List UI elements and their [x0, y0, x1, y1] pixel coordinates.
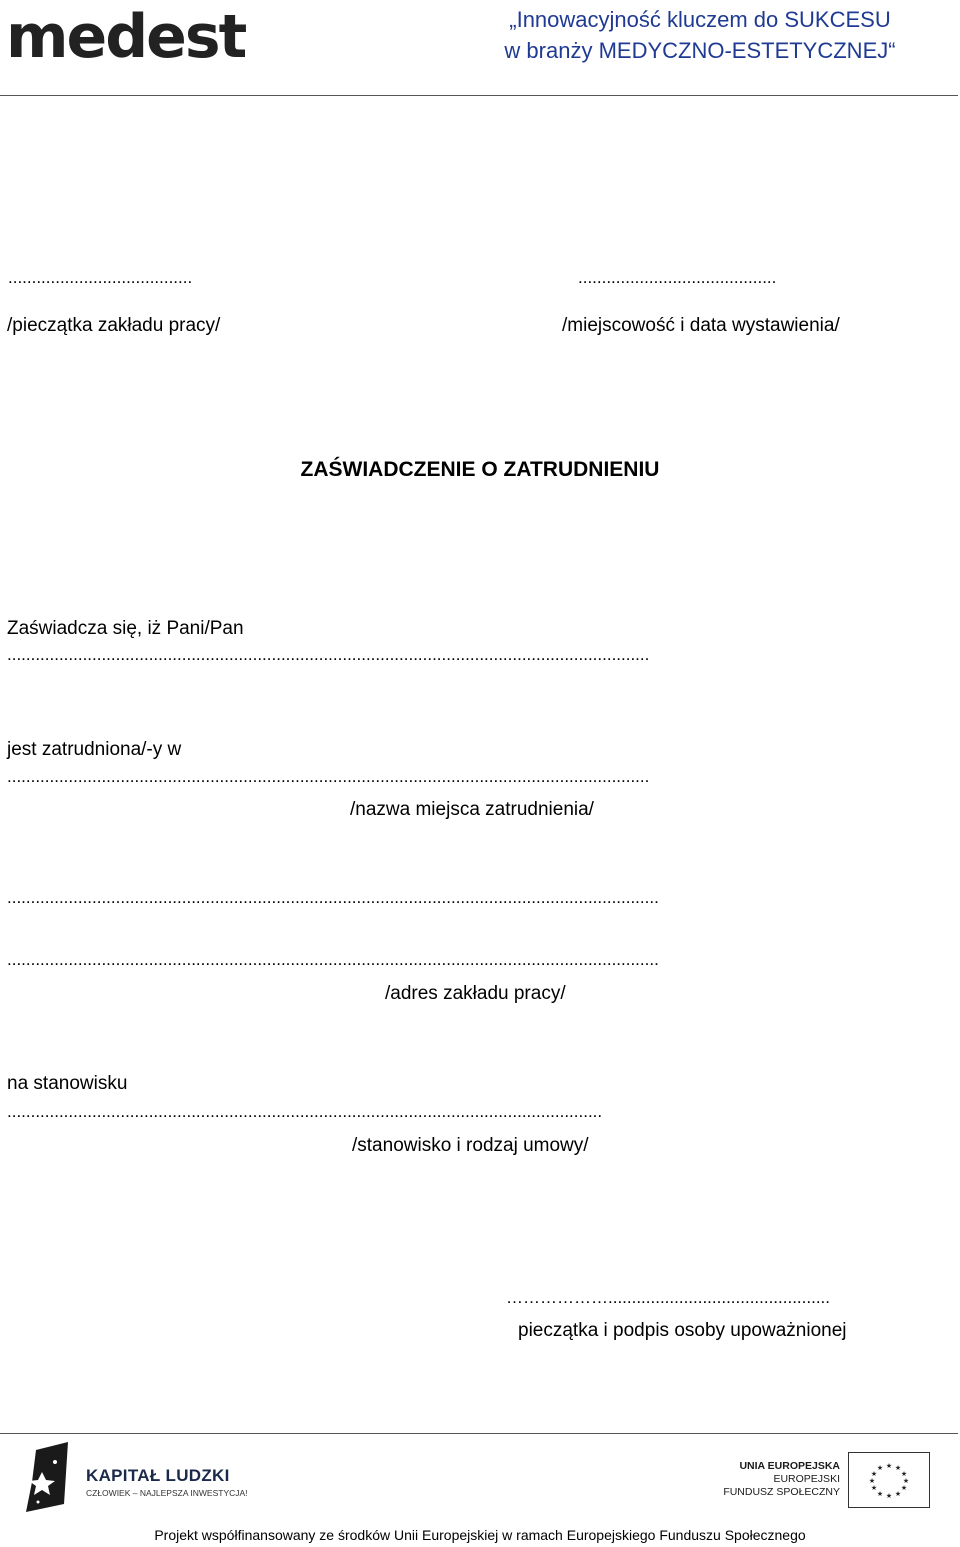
- ue-line1: UNIA EUROPEJSKA: [739, 1460, 840, 1472]
- kapital-ludzki-emblem: [22, 1442, 72, 1514]
- header-divider: [0, 95, 958, 96]
- signature-label: pieczątka i podpis osoby upoważnionej: [518, 1320, 847, 1341]
- header-title-line1: „Innowacyjność kluczem do SUKCESU: [509, 7, 891, 32]
- header-title: [470, 4, 930, 66]
- project-funding-text: Projekt współfinansowany ze środków Unii Europejskiej w ramach Europejskiego Funduszu Społecznego: [154, 1527, 806, 1543]
- place-date-label: /miejscowość i data wystawienia/: [562, 315, 840, 336]
- position-label: /stanowisko i rodzaj umowy/: [352, 1135, 589, 1156]
- address-dots-2: ..........................................................................................................................................: [7, 950, 659, 969]
- position-text: na stanowisku: [7, 1073, 128, 1094]
- svg-text:★: ★: [900, 1485, 908, 1492]
- address-dots-1: ..........................................................................................................................................: [7, 888, 659, 907]
- kapital-ludzki-subtitle: CZŁOWIEK – NAJLEPSZA INWESTYCJA!: [86, 1488, 248, 1498]
- svg-text:★: ★: [876, 1491, 884, 1498]
- stamp-label: /pieczątka zakładu pracy/: [7, 315, 221, 336]
- header-title-line2: w branży MEDYCZNO-ESTETYCZNEJ“: [504, 38, 896, 63]
- place-date-dots: ..........................................: [578, 268, 777, 287]
- workplace-dots: ........................................................................................................................................: [7, 767, 650, 786]
- svg-text:★: ★: [876, 1465, 884, 1472]
- svg-text:★: ★: [870, 1485, 878, 1492]
- ue-line3: FUNDUSZ SPOŁECZNY: [723, 1486, 840, 1498]
- svg-text:★: ★: [885, 1493, 893, 1500]
- svg-text:★: ★: [894, 1465, 902, 1472]
- svg-text:★: ★: [894, 1491, 902, 1498]
- stamp-dots: .......................................: [8, 268, 193, 287]
- footer-divider: [0, 1433, 958, 1434]
- employed-text: jest zatrudniona/-y w: [7, 739, 182, 760]
- eu-flag-icon: [848, 1452, 930, 1508]
- workplace-label: /nazwa miejsca zatrudnienia/: [350, 799, 594, 820]
- position-dots: ..............................................................................................................................: [7, 1102, 603, 1121]
- ue-text: [700, 1460, 840, 1499]
- svg-text:★: ★: [868, 1478, 876, 1485]
- medest-logo: medest: [6, 2, 246, 72]
- name-dots: ........................................................................................................................................: [7, 645, 650, 664]
- kapital-ludzki-title: KAPITAŁ LUDZKI: [86, 1466, 230, 1485]
- address-label: /adres zakładu pracy/: [385, 983, 566, 1004]
- svg-text:★: ★: [885, 1463, 893, 1470]
- svg-text:★: ★: [902, 1478, 910, 1485]
- document-title: ZAŚWIADCZENIE O ZATRUDNIENIU: [300, 458, 660, 481]
- signature-dots: ………………...............................................: [506, 1288, 830, 1307]
- svg-text:★: ★: [870, 1471, 878, 1478]
- ue-line2: EUROPEJSKI: [773, 1473, 840, 1485]
- svg-text:★: ★: [900, 1471, 908, 1478]
- certify-text: Zaświadcza się, iż Pani/Pan: [7, 618, 244, 639]
